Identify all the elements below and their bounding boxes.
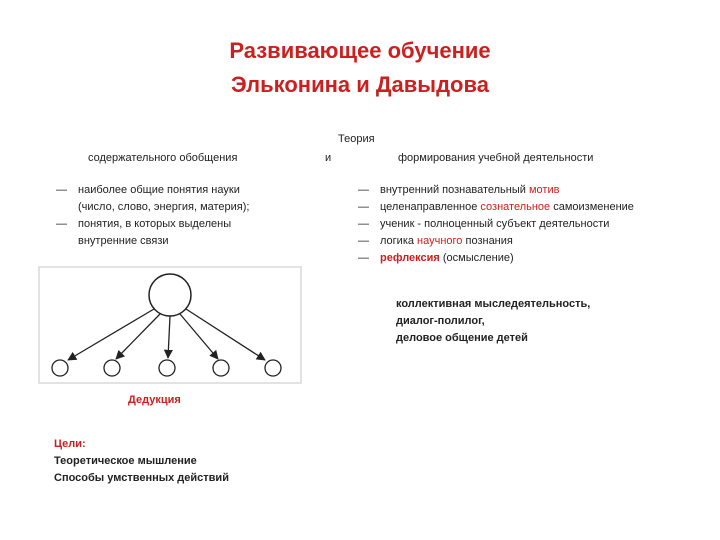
- edge-1: [68, 309, 154, 360]
- left-item-1: наиболее общие понятия науки: [78, 184, 240, 196]
- goal-item-2: Способы умственных действий: [54, 472, 229, 484]
- list-item: [358, 182, 698, 199]
- right-item-5-highlight: рефлексия: [380, 252, 440, 264]
- deduction-tree-diagram: [38, 266, 302, 384]
- child-node: [104, 360, 120, 376]
- left-heading: содержательного обобщения: [88, 152, 238, 164]
- list-item: [358, 233, 698, 250]
- child-node: [159, 360, 175, 376]
- activity-line-2: диалог-полилог,: [396, 315, 485, 327]
- dash: —: [358, 184, 369, 196]
- right-item-4-highlight: научного: [417, 235, 463, 247]
- list-item: [56, 182, 306, 199]
- goals-block: [54, 436, 334, 487]
- theory-conjunction: и: [325, 152, 332, 164]
- right-item-4-text: логика: [380, 235, 418, 247]
- right-item-5-tail: (осмысление): [439, 252, 514, 264]
- left-list: [56, 182, 306, 250]
- list-item: [56, 216, 306, 233]
- right-item-4-tail: познания: [462, 235, 513, 247]
- child-node: [52, 360, 68, 376]
- dash: —: [358, 201, 369, 213]
- child-node: [213, 360, 229, 376]
- right-item-3-text: ученик - полноценный субъект деятельности: [380, 218, 610, 230]
- list-item: [358, 250, 698, 267]
- right-item-1-text: внутренний познавательный: [380, 184, 529, 196]
- deduction-label: Дедукция: [128, 394, 181, 406]
- dash: —: [358, 235, 369, 247]
- list-item: [358, 216, 698, 233]
- list-item: [56, 233, 306, 250]
- right-item-2-tail: самоизменение: [550, 201, 634, 213]
- list-item: [56, 199, 306, 216]
- edge-2: [116, 314, 160, 359]
- dash: —: [56, 184, 67, 196]
- title-line-1: Развивающее обучение: [229, 38, 491, 63]
- edge-4: [180, 314, 218, 359]
- right-item-2-highlight: сознательное: [480, 201, 551, 213]
- edge-3: [168, 316, 170, 358]
- right-list: [358, 182, 698, 267]
- left-item-2: (число, слово, энергия, материя);: [78, 201, 250, 213]
- left-item-4: внутренние связи: [78, 235, 169, 247]
- activity-line-3: деловое общение детей: [396, 332, 528, 344]
- theory-word: Теория: [338, 133, 375, 145]
- dash: —: [56, 218, 67, 230]
- activity-line-1: коллективная мыследеятельность,: [396, 298, 591, 310]
- list-item: [358, 199, 698, 216]
- activity-block: [396, 296, 696, 347]
- title-line-2: Эльконина и Давыдова: [231, 72, 489, 97]
- child-node: [265, 360, 281, 376]
- left-item-3: понятия, в которых выделены: [78, 218, 232, 230]
- goal-item-1: Теоретическое мышление: [54, 455, 197, 467]
- dash: —: [358, 218, 369, 230]
- root-node: [149, 274, 191, 316]
- right-item-1-highlight: мотив: [528, 184, 560, 196]
- right-item-2-text: целенаправленное: [380, 201, 481, 213]
- dash: —: [358, 252, 369, 264]
- right-heading: формирования учебной деятельности: [398, 152, 594, 164]
- goals-heading: Цели:: [54, 438, 86, 450]
